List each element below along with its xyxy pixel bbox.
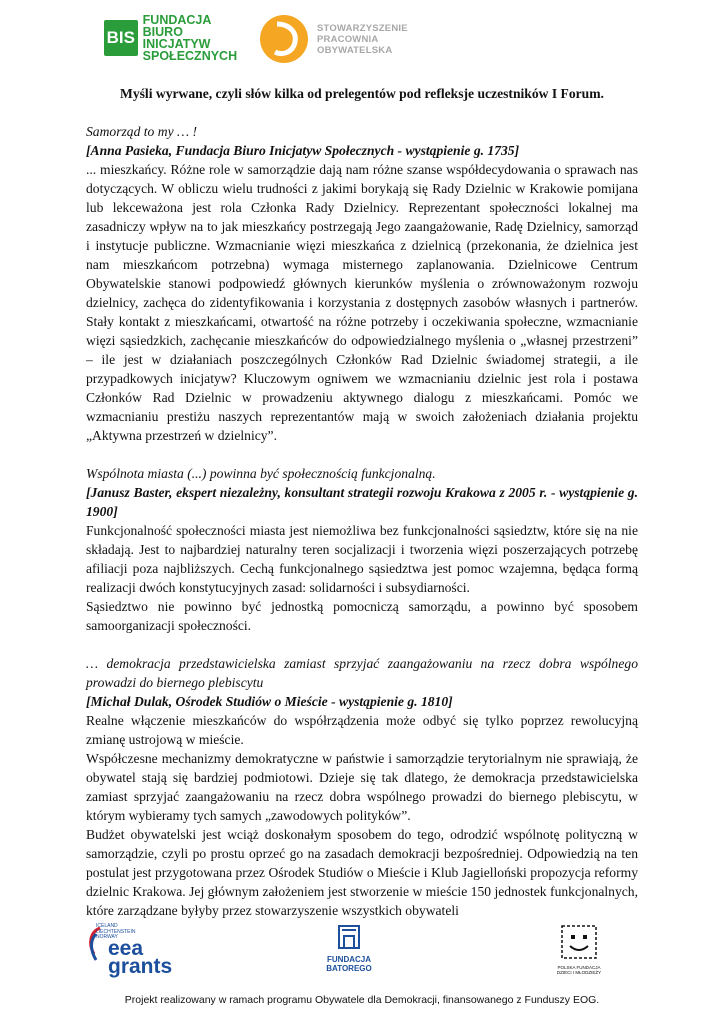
pracownia-obywatelska-text: STOWARZYSZENIE PRACOWNIA OBYWATELSKA [317, 22, 408, 56]
section-1-paragraph: ... mieszkańcy. Różne role w samorządzie dają nam różne szanse współdecydowania o sprawach nas dotyczących. W obliczu wielu trudności z jakimi borykają się Rady Dzielnic w Krakowie pomijana lub lekceważona jest rola Członka Rady Dzielnicy. Reprezentant społeczności lokalnej ma zasadniczy wpływ na to jak mieszkańcy postrzegają Jego zaangażowanie, Radę Dzielnicy, samorząd i instytucje publiczne. Wzmacnianie więzi mieszkańca z dzielnicą (przekonania, że dzielnica jest nam mieszkańcom potrzebna) wymaga misternego zaplanowania. Dzielnicowe Centrum Obywatelskie stanowi podpowiedź głównych kierunków myślenia o zrównoważonym rozwoju dzielnicy, zachęca do zidentyfikowania i korzystania z dostępnych zasobów własnych i partnerów. Stały kontakt z mieszkańcami, otwartość na różne potrzeby i oczekiwania społeczne, wzmacnianie więzi sąsiedzkich, zachęcanie mieszkańców do odpowiedzialnego myślenia o „własnej przestrzeni” – ile jest w działaniach poszczególnych Członków Rad Dzielnic świadomej strategii, a ile przypadkowych inicjatyw? Kluczowym ogniwem we wzmacnianiu dzielnic jest rola i postawa Członków Rad Dzielnic w prowadzeniu aktywnego dialogu z mieszkańcami. Pomóc we wzmacnianiu prestiżu naszych reprezentantów mają w swoich założeniach działania projektu „Aktywna przestrzeń w dzielnicy”. [86, 162, 638, 443]
batory-tower-icon [336, 924, 362, 950]
section-2-speaker: [Janusz Baster, ekspert niezależny, konsultant strategii rozwoju Krakowa z 2005 r. - wystąpienie g. 1900] [86, 485, 638, 519]
section-3-heading: … demokracja przedstawicielska zamiast sprzyjać zaangażowaniu na rzecz dobra wspólnego prowadzi do biernego plebiscytu [86, 656, 638, 690]
fundacja-batorego-logo [322, 924, 376, 973]
smiling-face-icon [558, 924, 600, 960]
bis-logo-text: FUNDACJA BIURO INICJATYW SPOŁECZNYCH [142, 13, 238, 63]
footer-note: Projekt realizowany w ramach programu Obywatele dla Demokracji, finansowanego z Funduszy EOG. [124, 994, 600, 1006]
section-1-speaker: [Anna Pasieka, Fundacja Biuro Inicjatyw Społecznych - wystąpienie g. 1735] [86, 143, 520, 158]
pracownia-obywatelska-logo [259, 14, 408, 64]
bis-logo-mark: BIS [104, 20, 138, 56]
pfdim-logo [555, 924, 603, 975]
document-body [86, 84, 638, 920]
section-2-paragraph: Sąsiedztwo nie powinno być jednostką pomocniczą samorządu, a powinno być sposobem samoorganizacji społeczności. [86, 599, 638, 633]
section-2-heading: Wspólnota miasta (...) powinna być społecznością funkcjonalną. [86, 466, 436, 481]
section-3-paragraph: Realne włączenie mieszkańców do współrządzenia może odbyć się tylko poprzez rewolucyjną zmianę ustrojową w mieście. [86, 713, 638, 747]
eea-countries: ICELAND LIECHTENSTEIN NORWAY [96, 923, 136, 940]
section-2-paragraph: Funkcjonalność społeczności miasta jest niemożliwa bez funkcjonalności sąsiedztw, które się na nie składają. Jest to najbardziej naturalny teren socjalizacji i tworzenia więzi poszerzających potrzebę afiliacji poza najbliższych. Cechą funkcjonalnego sąsiedztwa jest pomoc wzajemna, będąca formą realizacji dwóch konstytucyjnych zasad: solidarności i subsydiarności. [86, 523, 638, 595]
footer-logos [0, 924, 724, 984]
batory-text: FUNDACJA BATOREGO [326, 955, 372, 973]
section-3-paragraph: Budżet obywatelski jest wciąż doskonałym sposobem do tego, odrodzić wspólnotę polityczną w samorządzie, czyli po prostu oprzeć go na zasadach demokracji bezpośredniej. Odpowiedzią na ten postulat jest przygotowana przez Ośrodek Studiów o Mieście i Klub Jagielloński propozycja reformy dzielnic Krakowa. Jej głównym założeniem jest stworzenie w mieście 150 jednostek funkcjonalnych, które zarządzane byłyby przez stowarzyszenie wszystkich obywateli [86, 827, 638, 918]
section-1-heading: Samorząd to my … ! [86, 124, 198, 139]
pfdim-text: POLSKA FUNDACJA DZIECI I MŁODZIEŻY [556, 965, 602, 975]
eea-grants-wordmark: eea grants [108, 937, 173, 978]
document-title: Myśli wyrwane, czyli słów kilka od prelegentów pod refleksje uczestników I Forum. [120, 86, 604, 101]
bis-logo [104, 14, 241, 62]
section-3-paragraph: Współczesne mechanizmy demokratyczne w państwie i samorządzie terytorialnym nie sprawiają, że obywatel stają się bardziej podmiotowi. Dzieje się tak dlatego, że demokracja przedstawicielska zamiast sprzyjać zaangażowaniu na rzecz dobra wspólnego prowadzi do biernego plebiscytu, w którym wybieramy tych samych „zawodowych polityków”. [86, 751, 638, 823]
section-3-speaker: [Michał Dulak, Ośrodek Studiów o Mieście - wystąpienie g. 1810] [86, 694, 453, 709]
sun-circle-icon [259, 14, 309, 64]
